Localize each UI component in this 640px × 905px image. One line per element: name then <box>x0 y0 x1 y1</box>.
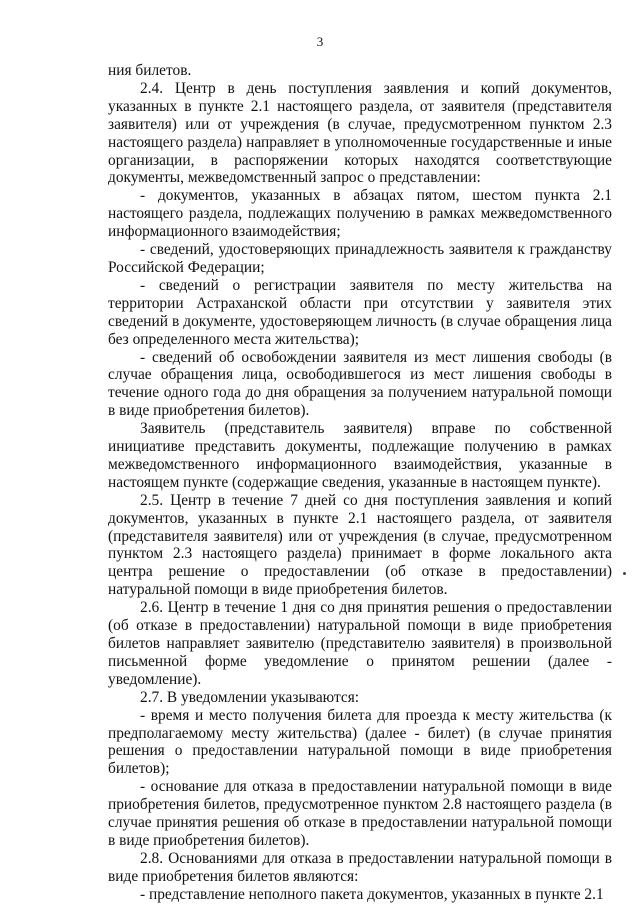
list-item-citizenship: - сведений, удостоверяющих принадлежность заявителя к гражданству Российской Федерации; <box>108 241 612 276</box>
document-body <box>108 62 612 904</box>
paragraph-2-5: 2.5. Центр в течение 7 дней со дня поступления заявления и копий документов, указанных в пункте 2.1 настоящего раздела, от заявителя (представителя заявителя) или от учреждения (в случае, предусмотренном пунктом 2.3 настоящего раздела) принимает в форме локального акта центра решение о предоставлении (об отказе в предоставлении) натуральной помощи в виде приобретения билетов. <box>108 491 612 599</box>
list-item-incomplete-package: - представление неполного пакета документов, указанных в пункте 2.1 <box>140 885 604 903</box>
list-item-documents: - документов, указанных в абзацах пятом, шестом пункта 2.1 настоящего раздела, подлежащих получению в рамках межведомственного информационного взаимодействия; <box>108 187 612 241</box>
paragraph-2-7: 2.7. В уведомлении указываются: <box>140 688 360 706</box>
list-item-release: - сведений об освобождении заявителя из мест лишения свободы (в случае обращения лица, освободившегося из мест лишения свободы в течение одного года до дня обращения за получением натуральной помощи в виде приобретения билетов). <box>108 348 612 420</box>
list-item-registration: - сведений о регистрации заявителя по месту жительства на территории Астраханской области при отсутствии у заявителя этих сведений в документе, удостоверяющем личность (в случае обращения лица без определенного места жительства); <box>108 276 612 348</box>
paragraph-2-6: 2.6. Центр в течение 1 дня со дня принятия решения о предоставлении (об отказе в предоставлении) натуральной помощи в виде приобретения билетов направляет заявителю (представителю заявителя) в произвольной письменной форме уведомление о принятом решении (далее - уведомление). <box>108 599 612 688</box>
paragraph-2-4: 2.4. Центр в день поступления заявления и копий документов, указанных в пункте 2.1 настоящего раздела, от заявителя (представителя заявителя) или от учреждения (в случае, предусмотренном пунктом 2.3 настоящего раздела) направляет в уполномоченные государственные и иные организации, в распоряжении которых находятся соответствующие документы, межведомственный запрос о представлении: <box>108 79 612 187</box>
page-number: 3 <box>316 34 324 49</box>
list-item-refusal-ground: - основание для отказа в предоставлении натуральной помощи в виде приобретения билетов, предусмотренное пунктом 2.8 настоящего раздела (в случае принятия решения об отказе в предоставлении натуральной помощи в виде приобретения билетов). <box>108 778 612 849</box>
paragraph-applicant-right: Заявитель (представитель заявителя) вправе по собственной инициативе представить документы, подлежащие получению в рамках межведомственного информационного взаимодействия, указанные в настоящем пункте (содержащие сведения, указанные в настоящем пункте). <box>108 420 612 491</box>
paragraph-2-8: 2.8. Основаниями для отказа в предоставлении натуральной помощи в виде приобретения билетов являются: <box>108 849 612 885</box>
list-item-time-place: - время и место получения билета для проезда к месту жительства (к предполагаемому месту жительства) (далее - билет) (в случае принятия решения о предоставлении натуральной помощи в виде приобретения билетов); <box>108 706 612 778</box>
scan-margin-mark <box>623 572 626 575</box>
paragraph-continuation: ния билетов. <box>108 62 192 79</box>
